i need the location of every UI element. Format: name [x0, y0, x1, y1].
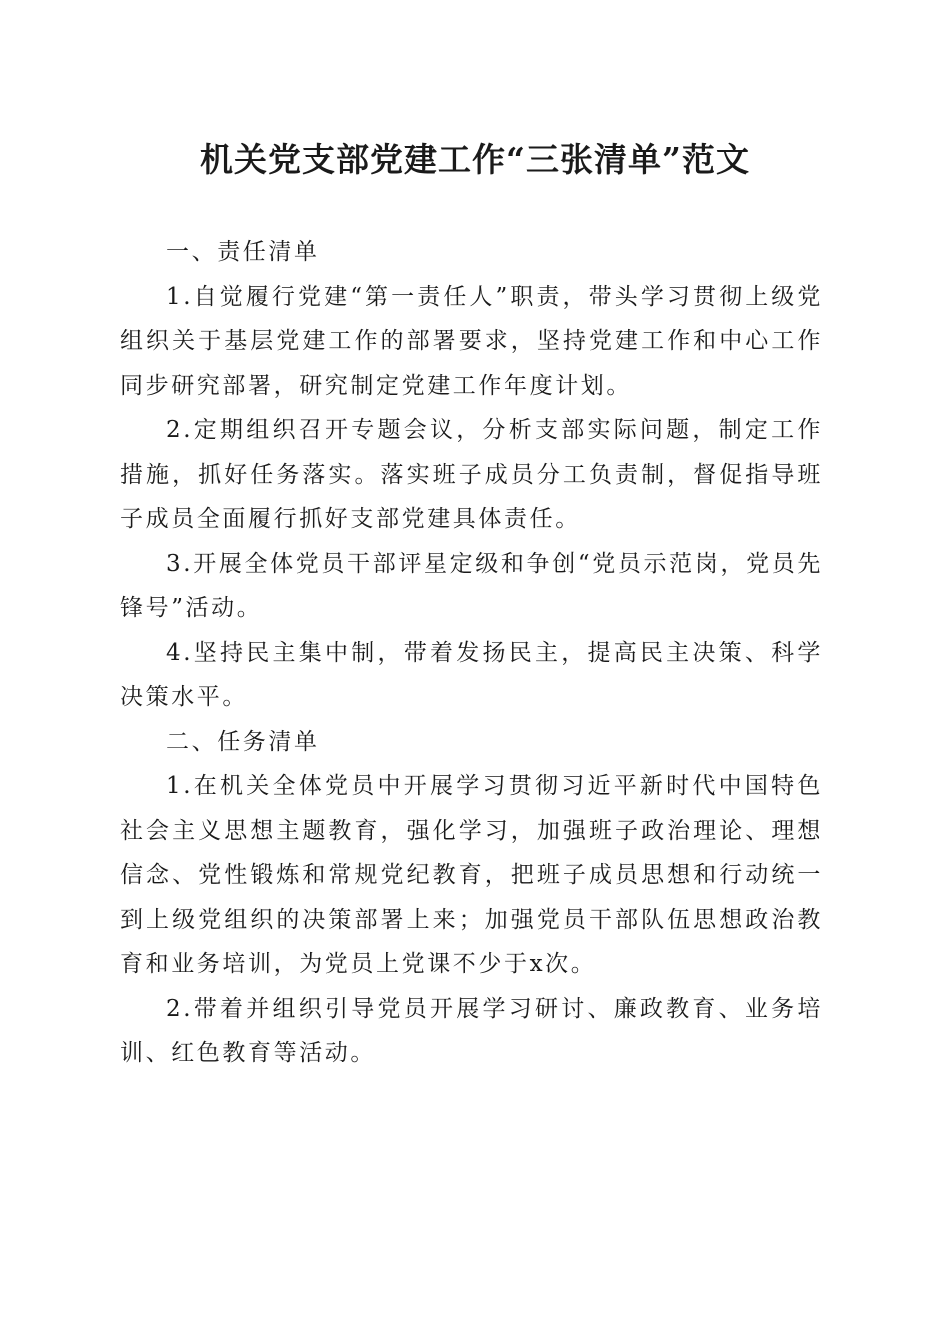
paragraph: 4.坚持民主集中制，带着发扬民主，提高民主决策、科学决策水平。	[120, 639, 823, 710]
document-title: 机关党支部党建工作“三张清单”范文	[200, 140, 750, 179]
section-heading-responsibility: 一、责任清单	[166, 239, 320, 265]
paragraph: 2.带着并组织引导党员开展学习研讨、廉政教育、业务培训、红色教育等活动。	[120, 995, 823, 1066]
document-body	[120, 230, 823, 1076]
paragraph: 2.定期组织召开专题会议，分析支部实际问题，制定工作措施，抓好任务落实。落实班子成员分工负责制，督促指导班子成员全面履行抓好支部党建具体责任。	[120, 417, 823, 532]
section-heading-tasks: 二、任务清单	[166, 728, 320, 755]
paragraph: 1.在机关全体党员中开展学习贯彻习近平新时代中国特色社会主义思想主题教育，强化学习，加强班子政治理论、理想信念、党性锻炼和常规党纪教育，把班子成员思想和行动统一到上级党组织的决策部署上来；加强党员干部队伍思想政治教育和业务培训，为党员上党课不少于x次。	[120, 773, 823, 977]
paragraph: 3.开展全体党员干部评星定级和争创“党员示范岗，党员先锋号”活动。	[120, 550, 823, 621]
paragraph: 1.自觉履行党建“第一责任人”职责，带头学习贯彻上级党组织关于基层党建工作的部署要求，坚持党建工作和中心工作同步研究部署，研究制定党建工作年度计划。	[120, 283, 823, 399]
